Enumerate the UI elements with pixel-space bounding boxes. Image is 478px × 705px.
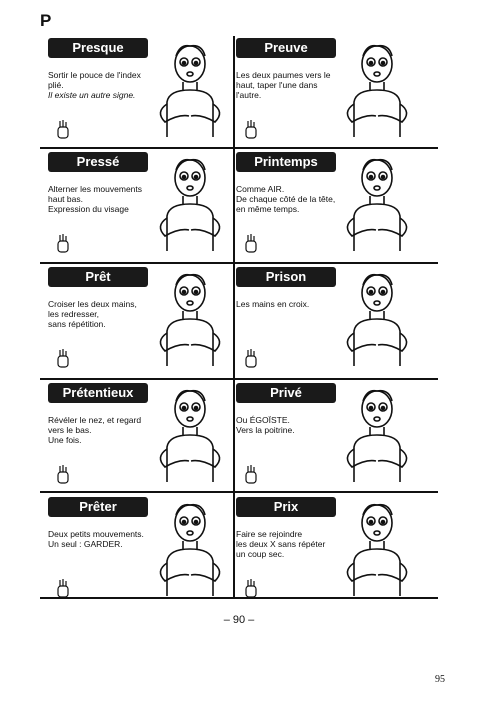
page-number: – 90 – [223,614,255,626]
sign-entry [236,383,426,493]
sign-description [48,299,158,329]
signer-illustration [145,271,235,376]
sign-entry [236,38,426,148]
row-divider [40,378,438,380]
description-line: les redresser, [48,309,100,319]
sign-title: Pressé [48,152,148,172]
description-line: sans répétition. [48,319,106,329]
description-line: Comme AIR. [236,184,285,194]
description-line: Expression du visage [48,204,129,214]
sign-entry [236,152,426,262]
description-line: Il existe un autre signe. [48,90,136,100]
sign-description [236,70,346,100]
sign-title: Privé [236,383,336,403]
sign-entry [48,152,238,262]
description-line: haut, taper l'une dans [236,80,318,90]
description-line: Une fois. [48,435,82,445]
handshape-icon [54,347,72,369]
handshape-icon [54,463,72,485]
sign-title: Preuve [236,38,336,58]
sign-description [48,184,158,214]
signer-illustration [145,501,235,606]
signer-illustration [145,387,235,492]
signer-illustration [332,156,422,261]
description-line: Vers la poitrine. [236,425,295,435]
description-line: Alterner les mouvements [48,184,143,194]
sign-title: Prison [236,267,336,287]
signer-illustration [332,271,422,376]
description-line: Un seul : GARDER. [48,539,123,549]
sign-entry [236,267,426,377]
sign-description [236,299,346,309]
sign-description [236,529,346,559]
handshape-icon [242,577,260,599]
section-letter: P [40,11,52,30]
description-line: plié. [48,80,64,90]
handshape-icon [54,232,72,254]
description-line: Les deux paumes vers le [236,70,331,80]
row-divider [40,262,438,264]
sign-title: Prêt [48,267,148,287]
sign-description [48,529,158,549]
sign-entry [48,383,238,493]
description-line: les deux X sans répéter [236,539,326,549]
signer-illustration [332,42,422,147]
description-line: en même temps. [236,204,300,214]
handshape-icon [54,118,72,140]
sign-entry [48,38,238,148]
sign-title: Prêter [48,497,148,517]
signer-illustration [332,501,422,606]
description-line: Deux petits mouvements. [48,529,144,539]
description-line: Croiser les deux mains, [48,299,137,309]
description-line: l'autre. [236,90,262,100]
description-line: haut bas. [48,194,83,204]
sheet-number: 95 [435,674,445,685]
description-line: Révéler le nez, et regard [48,415,142,425]
handshape-icon [242,463,260,485]
handshape-icon [54,577,72,599]
description-line: Les mains en croix. [236,299,310,309]
sign-description [48,70,158,100]
sign-description [236,184,346,214]
sign-entry [236,497,426,607]
sign-title: Printemps [236,152,336,172]
handshape-icon [242,232,260,254]
description-line: Ou ÉGOÏSTE. [236,415,290,425]
description-line: un coup sec. [236,549,285,559]
description-line: Faire se rejoindre [236,529,303,539]
sign-description [236,415,346,435]
sign-title: Prétentieux [48,383,148,403]
sign-title: Prix [236,497,336,517]
signer-illustration [145,156,235,261]
description-line: vers le bas. [48,425,92,435]
description-line: Sortir le pouce de l'index [48,70,141,80]
sign-entry [48,497,238,607]
signer-illustration [332,387,422,492]
sign-description [48,415,158,445]
handshape-icon [242,118,260,140]
signer-illustration [145,42,235,147]
sign-entry [48,267,238,377]
sign-title: Presque [48,38,148,58]
description-line: De chaque côté de la tête, [236,194,336,204]
handshape-icon [242,347,260,369]
